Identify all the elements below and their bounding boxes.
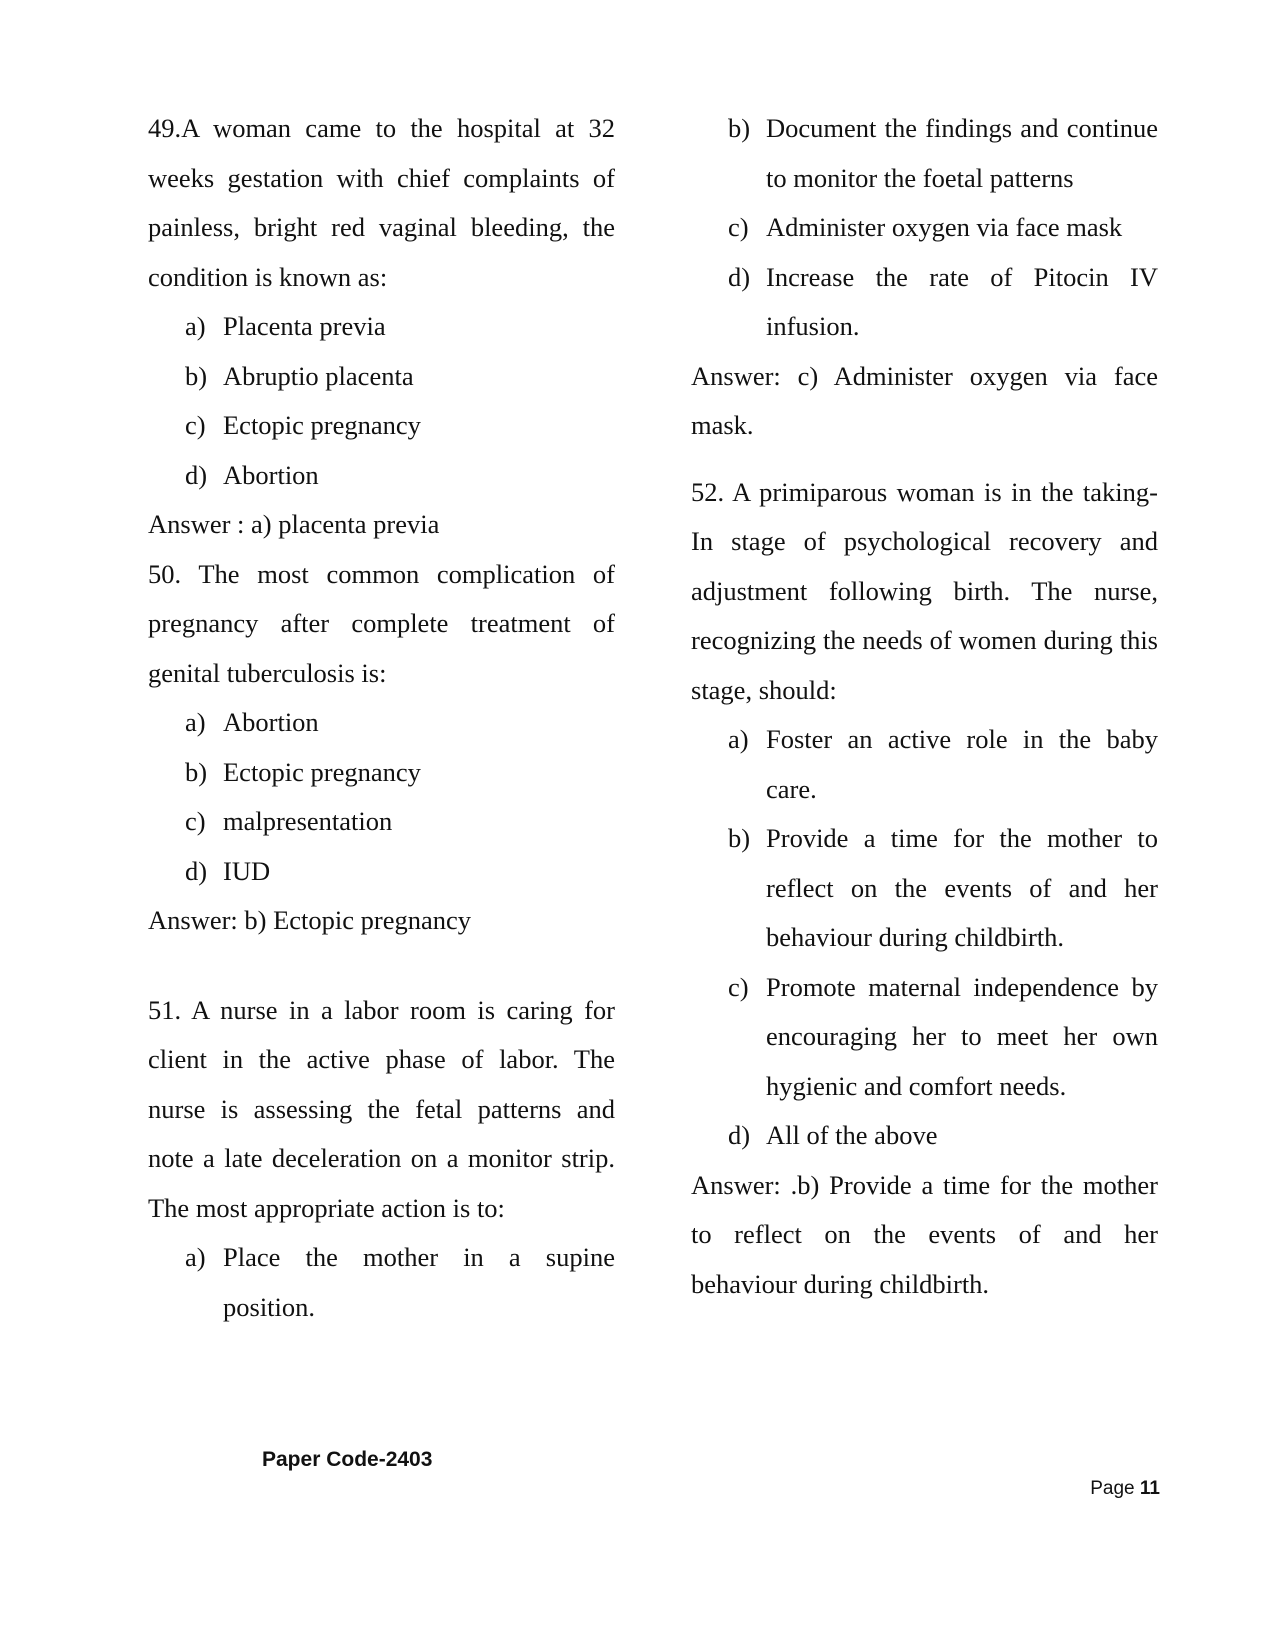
question-49 <box>148 104 615 550</box>
option-text: Abortion <box>223 707 319 737</box>
option-a <box>691 715 1158 814</box>
option-text: Increase the rate of Pitocin IV infusion. <box>766 261 1158 341</box>
option-letter: d) <box>728 1120 751 1150</box>
question-52 <box>691 468 1158 1310</box>
option-letter: c) <box>728 971 749 1002</box>
question-51 <box>148 986 615 1333</box>
question-51-continued <box>691 104 1158 451</box>
left-column <box>148 104 615 1332</box>
option-c <box>691 963 1158 1112</box>
answer-line: Answer: .b) Provide a time for the mother to reflect on the events of and her behaviour during childbirth. <box>691 1169 1158 1299</box>
option-letter: a) <box>185 1242 206 1272</box>
option-d <box>691 253 1158 352</box>
option-text: Provide a time for the mother to reflect on the events of and her behaviour during childbirth. <box>766 823 1158 952</box>
answer-line: Answer: b) Ectopic pregnancy <box>148 905 472 935</box>
option-text: Abruptio placenta <box>223 360 414 391</box>
option-text: Promote maternal independence by encouraging her to meet her own hygienic and comfort needs. <box>766 971 1158 1101</box>
option-letter: b) <box>185 360 208 391</box>
option-letter: b) <box>728 113 751 143</box>
option-b <box>691 814 1158 963</box>
option-letter: a) <box>185 311 206 341</box>
option-text: malpresentation <box>223 806 393 836</box>
option-a <box>148 302 615 352</box>
option-text: Document the findings and continue to monitor the foetal patterns <box>766 113 1158 193</box>
option-a <box>148 698 615 748</box>
right-column <box>691 104 1158 1309</box>
option-b <box>148 748 615 798</box>
option-letter: a) <box>185 707 206 737</box>
option-d <box>148 847 615 897</box>
option-letter: c) <box>185 410 206 440</box>
question-stem: 51. A nurse in a labor room is caring for client in the active phase of labor. The nurse is assessing the fetal patterns and note a late deceleration on a monitor strip. The most appropriate action is to: <box>148 994 615 1223</box>
option-d <box>691 1111 1158 1161</box>
question-stem: 50. The most common complication of pregnancy after complete treatment of genital tuberculosis is: <box>148 558 615 688</box>
option-letter: d) <box>185 855 208 886</box>
answer-line: Answer: c) Administer oxygen via face mask. <box>691 360 1158 440</box>
option-c <box>148 797 615 847</box>
option-letter: d) <box>728 261 751 292</box>
spacer <box>148 946 615 986</box>
option-text: Ectopic pregnancy <box>223 756 421 787</box>
option-letter: b) <box>728 823 751 853</box>
option-c <box>148 401 615 451</box>
page-label: Page <box>1090 1478 1135 1499</box>
option-letter: d) <box>185 459 208 490</box>
option-text: Placenta previa <box>223 311 386 341</box>
option-text: Foster an active role in the baby care. <box>766 724 1158 804</box>
option-letter: c) <box>728 212 749 242</box>
option-text: Administer oxygen via face mask <box>766 212 1123 242</box>
answer-line: Answer : a) placenta previa <box>148 509 440 539</box>
option-text: Ectopic pregnancy <box>223 410 421 440</box>
page-number <box>1090 1476 1160 1502</box>
option-b <box>148 352 615 402</box>
question-stem: 49.A woman came to the hospital at 32 weeks gestation with chief complaints of painless, bright red vaginal bleeding, the condition is known as: <box>148 113 615 292</box>
option-text: All of the above <box>766 1120 938 1150</box>
question-50 <box>148 550 615 946</box>
page-number-value: 11 <box>1139 1478 1160 1499</box>
option-letter: a) <box>728 724 749 754</box>
question-stem: 52. A primiparous woman is in the taking- In stage of psychological recovery and adjustment following birth. The nurse, recognizing the needs of women during this stage, should: <box>691 476 1158 705</box>
spacer <box>691 451 1158 468</box>
option-letter: c) <box>185 806 206 836</box>
option-d <box>148 451 615 501</box>
option-text: Place the mother in a supine position. <box>223 1242 615 1322</box>
option-text: IUD <box>223 855 271 886</box>
option-c <box>691 203 1158 253</box>
option-text: Abortion <box>223 459 319 490</box>
option-b <box>691 104 1158 203</box>
paper-code: Paper Code-2403 <box>262 1448 433 1471</box>
option-a <box>148 1233 615 1332</box>
option-letter: b) <box>185 756 208 787</box>
